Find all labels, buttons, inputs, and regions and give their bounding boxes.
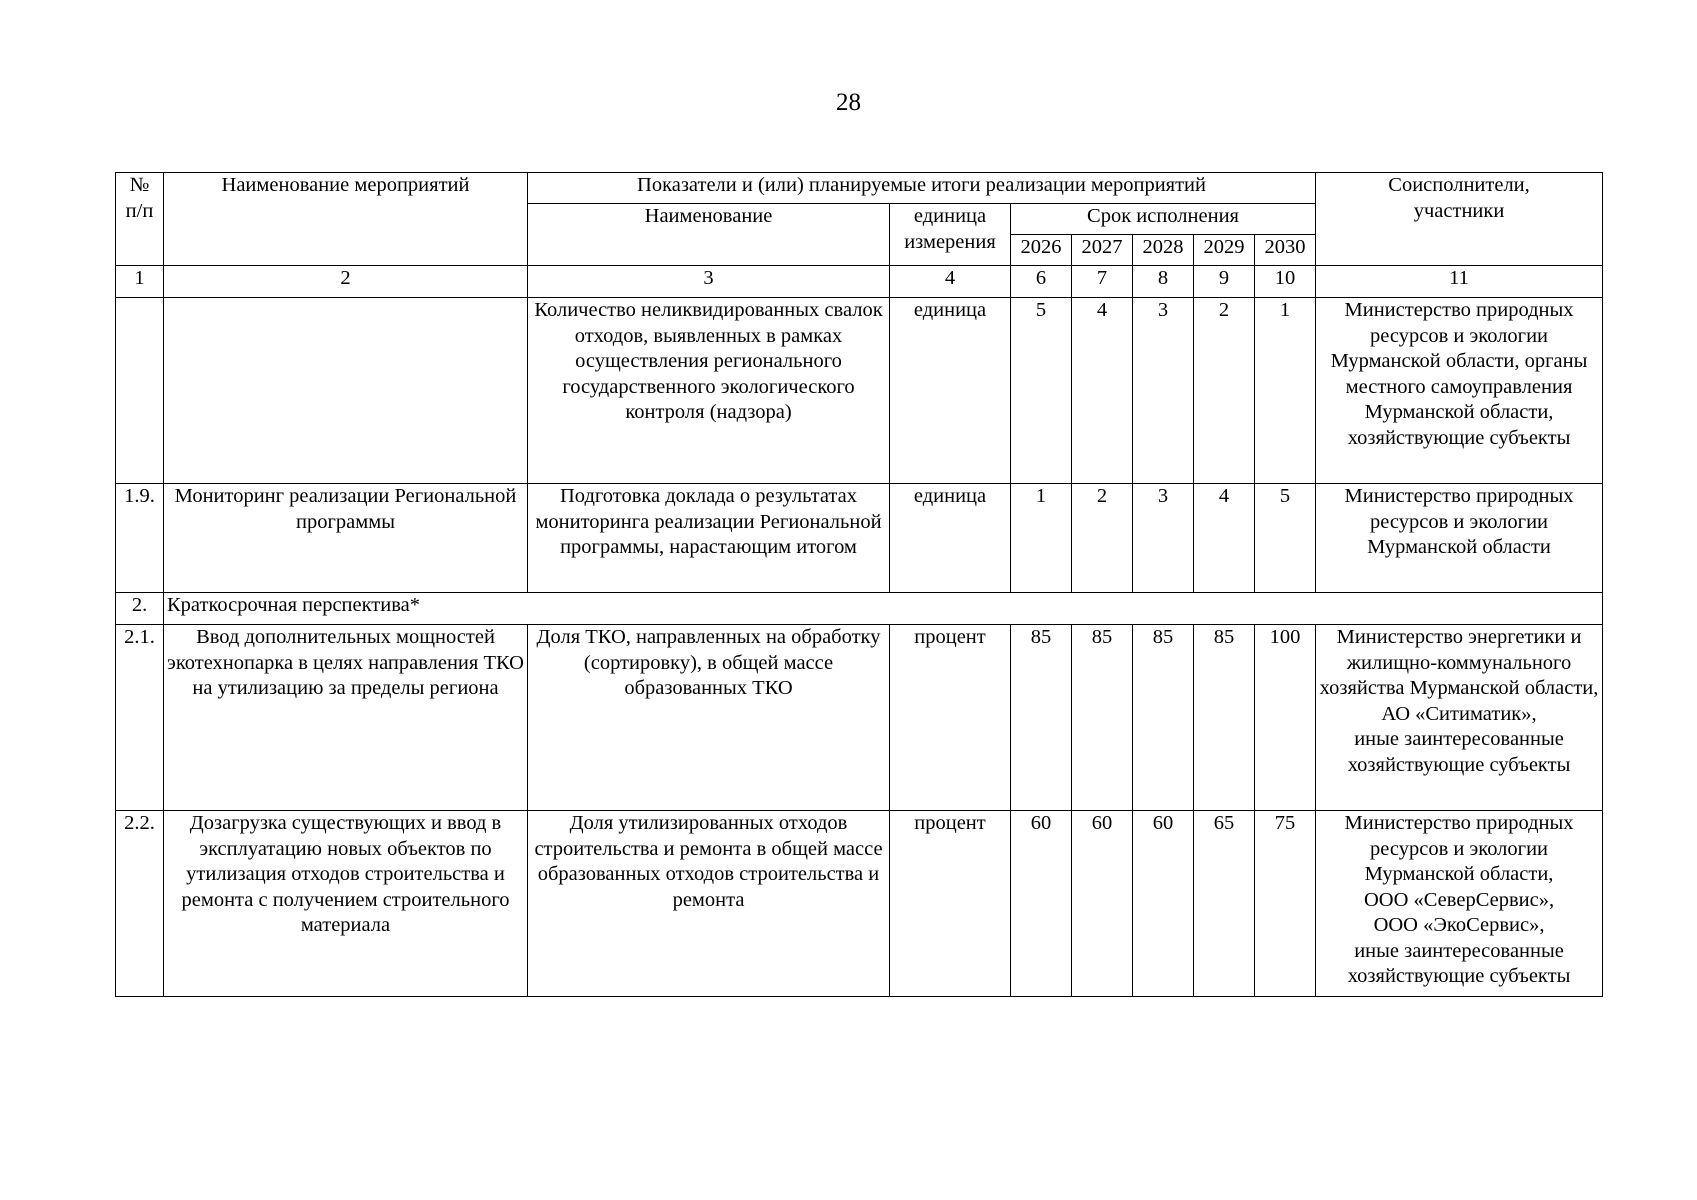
column-number: 1 [116, 266, 164, 298]
row-participants: Министерство природных ресурсов и экологии Мурманской области, ООО «СеверСервис», ООО «ЭкоСервис», иные заинтересованные хозяйствующие субъекты [1316, 811, 1603, 997]
row-num: 1.9. [116, 484, 164, 593]
column-number: 7 [1072, 266, 1133, 298]
table-row [116, 298, 1603, 484]
row-num: 2.2. [116, 811, 164, 997]
row-value: 1 [1255, 298, 1316, 484]
header-year: 2027 [1072, 235, 1133, 266]
row-value: 85 [1194, 625, 1255, 811]
row-unit: единица [890, 298, 1011, 484]
table-row [116, 811, 1603, 997]
row-indicator: Подготовка доклада о результатах мониторинга реализации Региональной программы, нарастающим итогом [528, 484, 890, 593]
header-year: 2030 [1255, 235, 1316, 266]
row-indicator: Доля утилизированных отходов строительства и ремонта в общей массе образованных отходов строительства и ремонта [528, 811, 890, 997]
row-value: 60 [1133, 811, 1194, 997]
column-number: 10 [1255, 266, 1316, 298]
header-deadline: Срок исполнения [1011, 204, 1316, 235]
row-unit: процент [890, 625, 1011, 811]
table-row [116, 625, 1603, 811]
row-measure: Дозагрузка существующих и ввод в эксплуатацию новых объектов по утилизация отходов строительства и ремонта с получением строительного материала [164, 811, 528, 997]
column-numbers-row [116, 266, 1603, 298]
header-co-executors: Соисполнители, участники [1316, 173, 1603, 266]
column-number: 3 [528, 266, 890, 298]
header-year: 2026 [1011, 235, 1072, 266]
row-value: 85 [1133, 625, 1194, 811]
section-num: 2. [116, 593, 164, 625]
row-value: 60 [1072, 811, 1133, 997]
row-participants: Министерство природных ресурсов и экологии Мурманской области, органы местного самоуправления Мурманской области, хозяйствующие субъекты [1316, 298, 1603, 484]
row-value: 60 [1011, 811, 1072, 997]
row-value: 100 [1255, 625, 1316, 811]
column-number: 9 [1194, 266, 1255, 298]
row-value: 2 [1072, 484, 1133, 593]
header-unit: единица измерения [890, 204, 1011, 266]
row-value: 75 [1255, 811, 1316, 997]
column-number: 4 [890, 266, 1011, 298]
row-indicator: Количество неликвидированных свалок отходов, выявленных в рамках осуществления регионального государственного экологического контроля (надзора) [528, 298, 890, 484]
table-row [116, 484, 1603, 593]
row-participants: Министерство энергетики и жилищно-коммунального хозяйства Мурманской области, АО «Ситиматик», иные заинтересованные хозяйствующие субъекты [1316, 625, 1603, 811]
row-num: 2.1. [116, 625, 164, 811]
header-num: № п/п [116, 173, 164, 266]
page-number: 28 [836, 89, 861, 116]
header-year: 2029 [1194, 235, 1255, 266]
row-indicator: Доля ТКО, направленных на обработку (сортировку), в общей массе образованных ТКО [528, 625, 890, 811]
section-title: Краткосрочная перспектива* [164, 593, 1603, 625]
row-unit: процент [890, 811, 1011, 997]
header-indicator-name: Наименование [528, 204, 890, 266]
column-number: 8 [1133, 266, 1194, 298]
row-value: 5 [1255, 484, 1316, 593]
row-num [116, 298, 164, 484]
column-number: 2 [164, 266, 528, 298]
row-value: 85 [1072, 625, 1133, 811]
row-unit: единица [890, 484, 1011, 593]
header-indicators: Показатели и (или) планируемые итоги реализации мероприятий [528, 173, 1316, 204]
row-measure [164, 298, 528, 484]
measures-table [115, 172, 1603, 997]
row-value: 1 [1011, 484, 1072, 593]
row-value: 4 [1072, 298, 1133, 484]
row-value: 5 [1011, 298, 1072, 484]
row-value: 4 [1194, 484, 1255, 593]
row-value: 65 [1194, 811, 1255, 997]
row-measure: Мониторинг реализации Региональной программы [164, 484, 528, 593]
row-value: 85 [1011, 625, 1072, 811]
row-value: 3 [1133, 298, 1194, 484]
section-row [116, 593, 1603, 625]
row-measure: Ввод дополнительных мощностей экотехнопарка в целях направления ТКО на утилизацию за пределы региона [164, 625, 528, 811]
header-year: 2028 [1133, 235, 1194, 266]
row-value: 3 [1133, 484, 1194, 593]
column-number: 11 [1316, 266, 1603, 298]
header-row-1 [116, 173, 1603, 204]
column-number: 6 [1011, 266, 1072, 298]
row-value: 2 [1194, 298, 1255, 484]
row-participants: Министерство природных ресурсов и экологии Мурманской области [1316, 484, 1603, 593]
header-measure-name: Наименование мероприятий [164, 173, 528, 266]
